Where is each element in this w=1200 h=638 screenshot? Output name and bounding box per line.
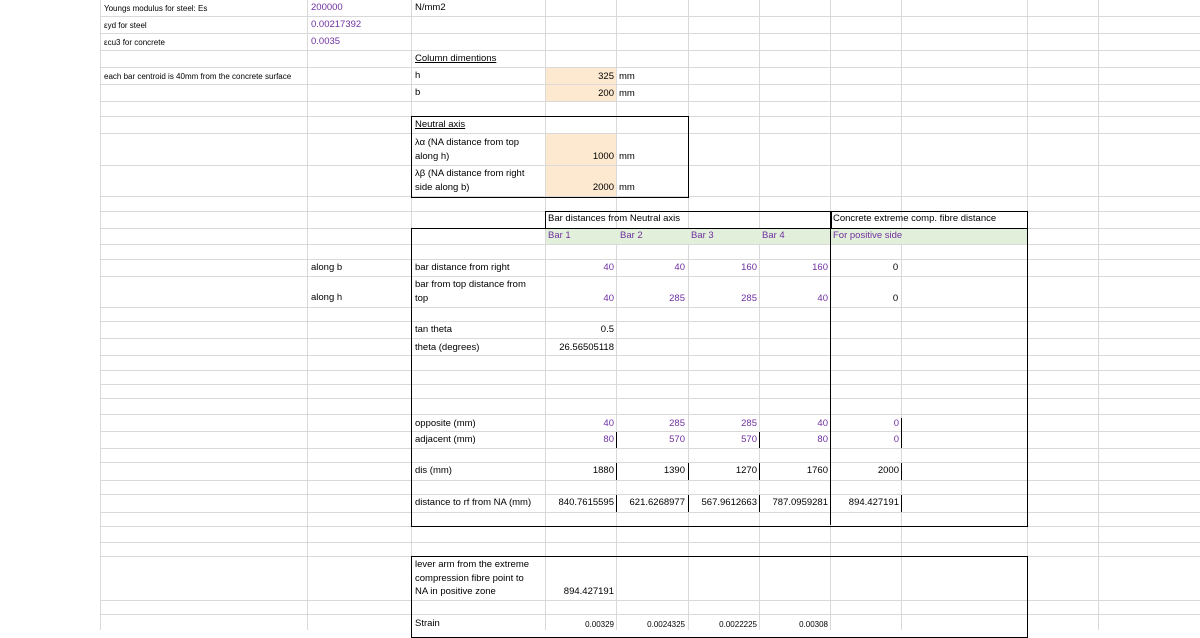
dis-bar-1[interactable]: 1880	[592, 465, 614, 476]
right-bar-1[interactable]: 40	[603, 262, 614, 273]
strain-bar-1[interactable]: 0.00329	[585, 620, 614, 629]
la-label-line1: λα (NA distance from top	[415, 137, 520, 148]
top-bar-1[interactable]: 40	[603, 293, 614, 304]
cell-separator	[901, 418, 902, 448]
header-bar-1: Bar 1	[548, 230, 571, 241]
adj-bar-2[interactable]: 570	[669, 434, 685, 445]
neutral-axis-title: Neutral axis	[415, 119, 466, 130]
h-label: h	[415, 70, 421, 81]
b-value[interactable]: 200	[598, 88, 614, 99]
row-right-label: bar distance from right	[415, 262, 510, 273]
dis-label: dis (mm)	[415, 465, 452, 476]
right-bar-4[interactable]: 160	[812, 262, 828, 273]
strain-bar-3[interactable]: 0.0022225	[719, 620, 757, 629]
adj-bar-3[interactable]: 570	[741, 434, 757, 445]
theta-label: theta (degrees)	[415, 342, 480, 353]
header-bar-3: Bar 3	[691, 230, 714, 241]
top-bar-2[interactable]: 285	[669, 293, 685, 304]
row-top-label-line1: bar from top distance from	[415, 279, 526, 290]
column-title: Column dimentions	[415, 53, 497, 64]
bars-table-title: Bar distances from Neutral axis	[548, 213, 680, 224]
la-value[interactable]: 1000	[592, 151, 614, 162]
opp-label: opposite (mm)	[415, 418, 476, 429]
youngs-label: Youngs modulus for steel: Es	[104, 4, 208, 13]
ecu3-value[interactable]: 0.0035	[311, 36, 341, 47]
adj-label: adjacent (mm)	[415, 434, 476, 445]
cell-separator	[1027, 450, 1028, 462]
opp-bar-1[interactable]: 40	[603, 418, 614, 429]
rf-bar-1[interactable]: 840.7615595	[558, 497, 614, 508]
header-bar-2: Bar 2	[620, 230, 643, 241]
dis-bar-3[interactable]: 1270	[735, 465, 757, 476]
lever-label-line2: compression fibre point to	[415, 573, 524, 584]
ecu3-label: εcu3 for concrete	[104, 38, 165, 47]
cell-separator	[901, 495, 902, 512]
right-bar-2[interactable]: 40	[674, 262, 685, 273]
top-concrete[interactable]: 0	[892, 293, 899, 304]
rf-label: distance to rf from NA (mm)	[415, 497, 532, 508]
tan-value[interactable]: 0.5	[600, 324, 614, 335]
rf-bar-2[interactable]: 621.6268977	[629, 497, 685, 508]
lever-label-line3: NA in positive zone	[415, 586, 496, 597]
dis-bar-4[interactable]: 1760	[806, 465, 828, 476]
header-concrete: For positive side	[833, 230, 903, 241]
adj-bar-4[interactable]: 80	[817, 434, 828, 445]
lb-value[interactable]: 2000	[592, 182, 614, 193]
along-h-label: along h	[311, 292, 343, 303]
dis-bar-2[interactable]: 1390	[663, 465, 685, 476]
top-bar-4[interactable]: 40	[817, 293, 828, 304]
along-b-label: along b	[311, 262, 343, 273]
eyd-label: εyd for steel	[104, 21, 147, 30]
right-concrete[interactable]: 0	[892, 262, 899, 273]
rf-bar-4[interactable]: 787.0959281	[772, 497, 828, 508]
eyd-value[interactable]: 0.00217392	[311, 19, 362, 30]
theta-value[interactable]: 26.56505118	[559, 342, 614, 353]
lb-label-line2: side along b)	[415, 182, 470, 193]
header-bar-4: Bar 4	[762, 230, 785, 241]
opp-bar-2[interactable]: 285	[669, 418, 685, 429]
right-bar-3[interactable]: 160	[741, 262, 757, 273]
strain-bar-2[interactable]: 0.0024325	[647, 620, 685, 629]
youngs-value[interactable]: 200000	[311, 2, 343, 13]
lb-unit: mm	[619, 182, 635, 193]
strain-label: Strain	[415, 618, 440, 629]
opp-bar-4[interactable]: 40	[817, 418, 828, 429]
opp-concrete[interactable]: 0	[893, 418, 899, 429]
lever-label-line1: lever arm from the extreme	[415, 559, 530, 570]
strain-bar-4[interactable]: 0.00308	[799, 620, 828, 629]
b-label: b	[415, 87, 421, 98]
rf-concrete[interactable]: 894.427191	[848, 497, 899, 508]
centroid-note: each bar centroid is 40mm from the concrete surface	[104, 72, 292, 81]
h-unit: mm	[619, 71, 635, 82]
rf-bar-3[interactable]: 567.9612663	[701, 497, 757, 508]
tan-label: tan theta	[415, 324, 452, 335]
lever-value[interactable]: 894.427191	[563, 586, 614, 597]
opp-bar-3[interactable]: 285	[741, 418, 757, 429]
row-top-label-line2: top	[415, 293, 429, 304]
adj-concrete[interactable]: 0	[893, 434, 899, 445]
la-unit: mm	[619, 151, 635, 162]
h-value[interactable]: 325	[598, 71, 614, 82]
top-bar-3[interactable]: 285	[741, 293, 757, 304]
youngs-unit: N/mm2	[415, 2, 446, 13]
la-label-line2: along h)	[415, 151, 450, 162]
concrete-title: Concrete extreme comp. fibre distance	[833, 213, 997, 224]
cell-separator	[901, 463, 902, 480]
lb-label-line1: λβ (NA distance from right	[415, 168, 525, 179]
dis-concrete[interactable]: 2000	[877, 465, 899, 476]
b-unit: mm	[619, 88, 635, 99]
adj-bar-1[interactable]: 80	[603, 434, 614, 445]
